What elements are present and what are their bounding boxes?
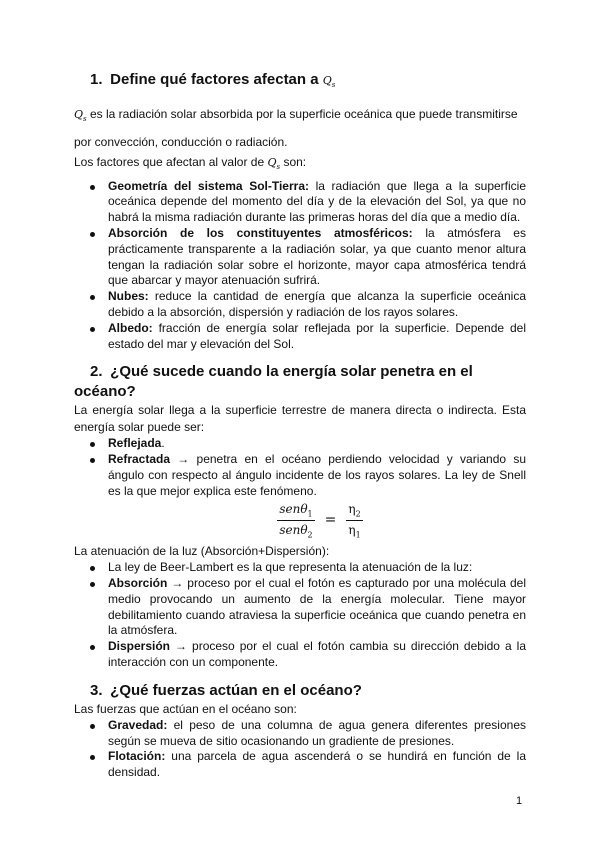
section-2-title: ¿Qué sucede cuando la energía solar penetra en el océano? <box>74 363 473 401</box>
section-2-intro: La energía solar llega a la superficie terrestre de manera directa o indirecta. Esta energía solar puede ser: <box>74 403 526 435</box>
section-3-title: ¿Qué fuerzas actúan en el océano? <box>110 681 362 699</box>
snell-law-formula <box>114 502 526 540</box>
list-item: Reflejada. <box>74 436 526 452</box>
formula-equals: = <box>324 512 337 529</box>
section-3-number: 3. <box>90 681 103 699</box>
attenuation-intro: La atenuación de la luz (Absorción+Dispersión): <box>74 544 330 559</box>
section-3-intro: Las fuerzas que actúan en el océano son: <box>74 701 297 716</box>
section-1-intro: $Q_s$ es la radiación solar absorbida por la superficie oceánica que puede transmitirse por convección, conducción o radiación. <box>74 107 518 150</box>
formula-right-fraction: $\frac{\eta_2}{\eta_1}$ <box>348 501 361 540</box>
qs-symbol: $Q_s$ <box>322 74 336 90</box>
attenuation-list <box>74 560 526 671</box>
section-3-forces-list <box>74 718 526 781</box>
list-item: La ley de Beer-Lambert es la que representa la atenuación de la luz: <box>74 560 526 576</box>
section-1-title: Define qué factores afectan a <box>110 71 319 88</box>
list-item: Dispersión → proceso por el cual el fotón cambia su dirección debido a la interacción con un componente. <box>74 639 526 671</box>
list-item: Gravedad: el peso de una columna de agua genera diferentes presiones según se mueva de sitio ocasionando un gradiente de presiones. <box>74 718 526 750</box>
qs-symbol-inline: $Q_s$ <box>74 108 87 124</box>
section-1-number: 1. <box>90 71 103 88</box>
section-2-energy-list <box>74 436 526 499</box>
formula-left-fraction: $\frac{sen\theta_1}{sen\theta_2}$ <box>279 501 313 540</box>
page-number: 1 <box>516 795 523 807</box>
list-item: Absorción de los constituyentes atmosféricos: la atmósfera es prácticamente transparente a la radiación solar, ya que cuanto menor altura tengan la radiación solar sobre el horizonte, mayor capa atmosférica tendrá que abarcar y mayor atenuación sufrirá. <box>74 226 526 289</box>
document-content <box>74 66 526 781</box>
section-3-heading <box>74 681 526 701</box>
section-2-number: 2. <box>90 363 103 381</box>
section-1-heading <box>74 70 526 95</box>
section-1-factors-lead: Los factores que afectan al valor de $Q_s$ son: <box>74 155 307 172</box>
list-item: Geometría del sistema Sol-Tierra: la radiación que llega a la superficie oceánica depende del momento del día y de la elevación del Sol, ya que no habrá la misma radiación durante las primeras horas del día que a medio día. <box>74 179 526 226</box>
list-item: Albedo: fracción de energía solar reflejada por la superficie. Depende del estado del mar y elevación del Sol. <box>74 321 526 353</box>
list-item: Refractada → penetra en el océano perdiendo velocidad y variando su ángulo con respecto al ángulo incidente de los rayos solares. La ley de Snell es la que mejor explica este fenómeno. <box>74 452 526 499</box>
qs-symbol-inline-2: $Q_s$ <box>267 156 281 172</box>
section-2-heading <box>74 362 526 402</box>
list-item: Flotación: una parcela de agua ascenderá o se hundirá en función de la densidad. <box>74 749 526 781</box>
list-item: Absorción → proceso por el cual el fotón es capturado por una molécula del medio provocando un aumento de la energía molecular. Tiene mayor debilitamiento cuando atraviesa la superficie oceánica que cuando penetra en la atmósfera. <box>74 576 526 639</box>
list-item: Nubes: reduce la cantidad de energía que alcanza la superficie oceánica debido a la absorción, dispersión y radiación de los rayos solares. <box>74 289 526 321</box>
section-1-factor-list <box>74 179 526 353</box>
